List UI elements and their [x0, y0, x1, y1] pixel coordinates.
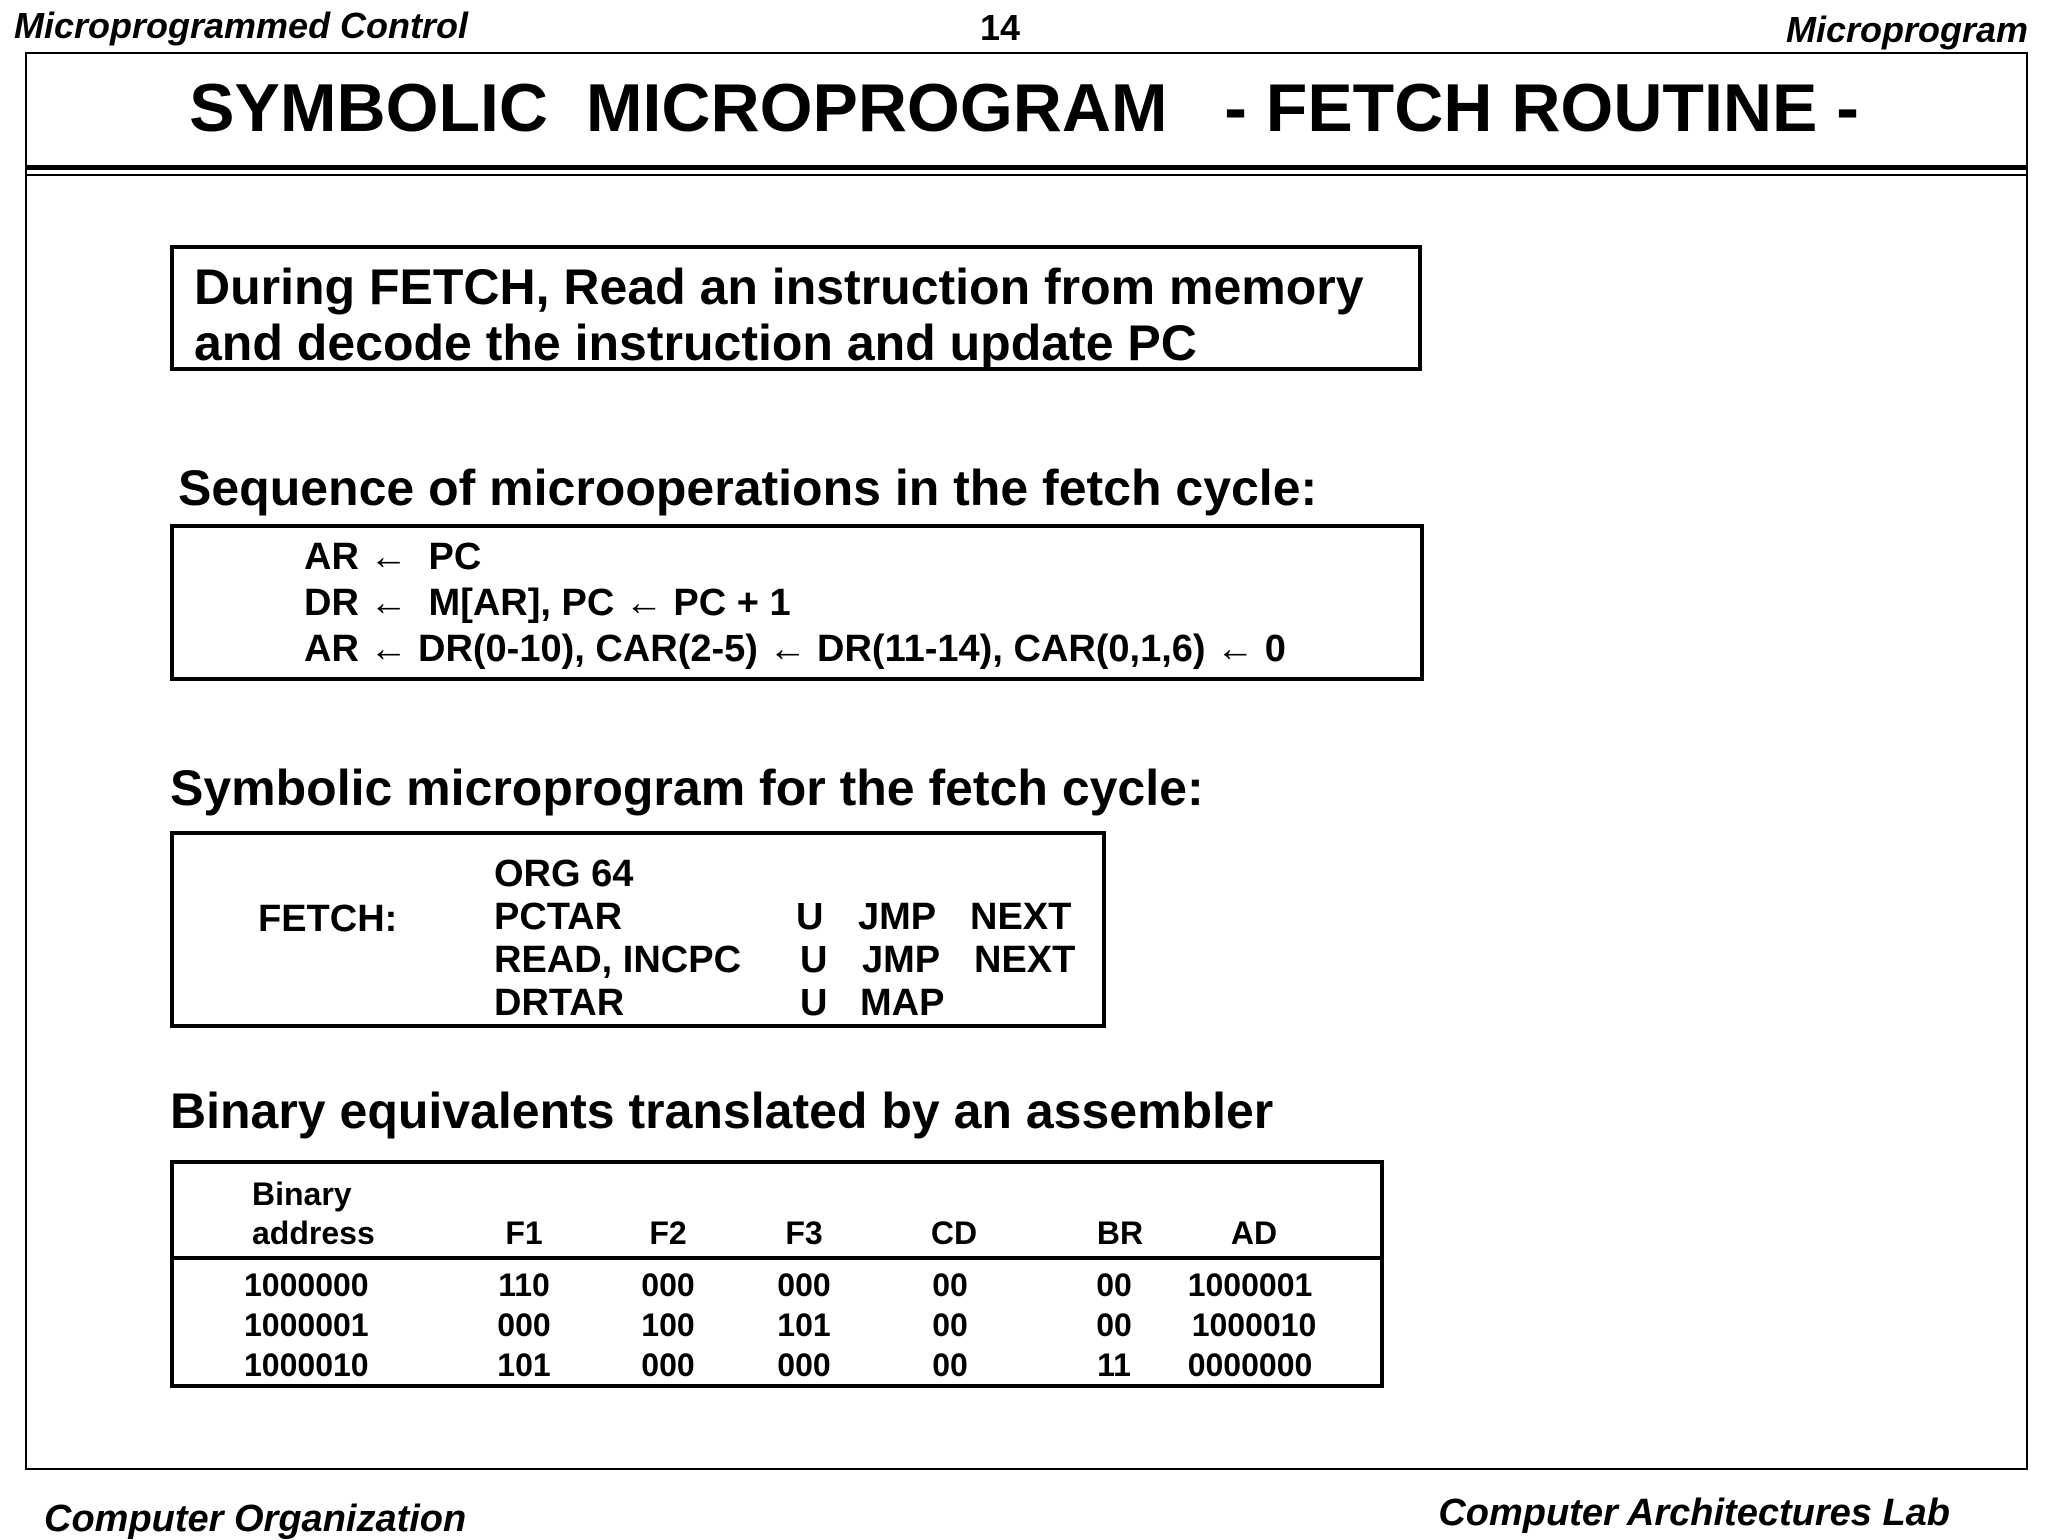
table-header-separator [174, 1256, 1380, 1260]
symbolic-row-3-ops: DRTAR [494, 982, 625, 1024]
table-row-1-f3: 000 [777, 1267, 831, 1303]
table-row-2-f1: 000 [497, 1307, 551, 1343]
table-row-3-ad: 0000000 [1187, 1347, 1313, 1383]
title-rule-thick [25, 165, 2028, 170]
footer-lab: Computer Architectures Lab [1438, 1492, 1950, 1534]
table-row-1-br: 00 [1096, 1267, 1132, 1303]
footer-course: Computer Organization [44, 1498, 467, 1540]
sequence-heading: Sequence of microoperations in the fetch cycle: [178, 460, 1318, 516]
fetch-description-line-1: During FETCH, Read an instruction from memory [194, 259, 1364, 315]
table-row-2-ad: 1000010 [1191, 1307, 1317, 1343]
table-row-2-cd: 00 [932, 1307, 968, 1343]
binary-equivalents-table [170, 1160, 1384, 1388]
col-header-br: BR [1096, 1215, 1144, 1251]
microoperation-line-1: AR ← PC [304, 536, 482, 578]
symbolic-row-2-br: JMP [862, 939, 941, 981]
table-row-3-f1: 101 [497, 1347, 551, 1383]
table-row-1-ad: 1000001 [1187, 1267, 1313, 1303]
fetch-description-box [170, 245, 1422, 371]
microoperation-line-3: AR ← DR(0-10), CAR(2-5) ← DR(11-14), CAR(0,1,6) ← 0 [304, 628, 1286, 670]
table-row-1-cd: 00 [932, 1267, 968, 1303]
symbolic-microprogram-box [170, 831, 1106, 1028]
symbolic-row-3-cd: U [800, 982, 828, 1024]
header-course-section: Microprogrammed Control [14, 5, 469, 46]
symbolic-row-3-br: MAP [860, 982, 945, 1024]
table-row-1-f1: 110 [498, 1267, 550, 1303]
col-header-ad: AD [1230, 1215, 1278, 1251]
binary-heading: Binary equivalents translated by an assembler [170, 1083, 1274, 1139]
table-row-2-f2: 100 [641, 1307, 695, 1343]
col-header-f3: F3 [785, 1215, 823, 1251]
col-header-f1: F1 [505, 1215, 543, 1251]
table-row-3-cd: 00 [932, 1347, 968, 1383]
symbolic-row-2-ops: READ, INCPC [494, 939, 742, 981]
table-row-1-address: 1000000 [244, 1267, 369, 1303]
microoperation-line-2: DR ← M[AR], PC ← PC + 1 [304, 582, 791, 624]
col-header-address: address [252, 1215, 375, 1251]
symbolic-row-2-ad: NEXT [974, 939, 1076, 981]
table-row-3-f2: 000 [641, 1347, 695, 1383]
table-row-2-address: 1000001 [244, 1307, 369, 1343]
symbolic-row-1-br: JMP [858, 896, 937, 938]
symbolic-row-1-cd: U [796, 896, 824, 938]
table-row-3-address: 1000010 [244, 1347, 369, 1383]
col-header-cd: CD [930, 1215, 978, 1251]
microoperation-sequence-box [170, 524, 1424, 681]
table-row-3-br: 11 [1097, 1347, 1131, 1383]
table-row-3-f3: 000 [777, 1347, 831, 1383]
title-rule-thin [25, 174, 2028, 176]
fetch-description-line-2: and decode the instruction and update PC [194, 315, 1197, 371]
fetch-label: FETCH: [258, 898, 398, 940]
col-header-f2: F2 [649, 1215, 687, 1251]
symbolic-row-1-ad: NEXT [970, 896, 1072, 938]
col-header-binary: Binary [252, 1176, 352, 1212]
slide-title: SYMBOLIC MICROPROGRAM - FETCH ROUTINE - [189, 70, 1859, 146]
symbolic-row-2-cd: U [800, 939, 828, 981]
symbolic-heading: Symbolic microprogram for the fetch cycle: [170, 760, 1204, 816]
table-row-1-f2: 000 [641, 1267, 695, 1303]
org-directive: ORG 64 [494, 853, 634, 895]
page-number: 14 [980, 7, 1021, 48]
table-row-2-f3: 101 [777, 1307, 831, 1343]
table-row-2-br: 00 [1096, 1307, 1132, 1343]
symbolic-row-1-ops: PCTAR [494, 896, 623, 938]
header-topic: Microprogram [1785, 9, 2028, 50]
